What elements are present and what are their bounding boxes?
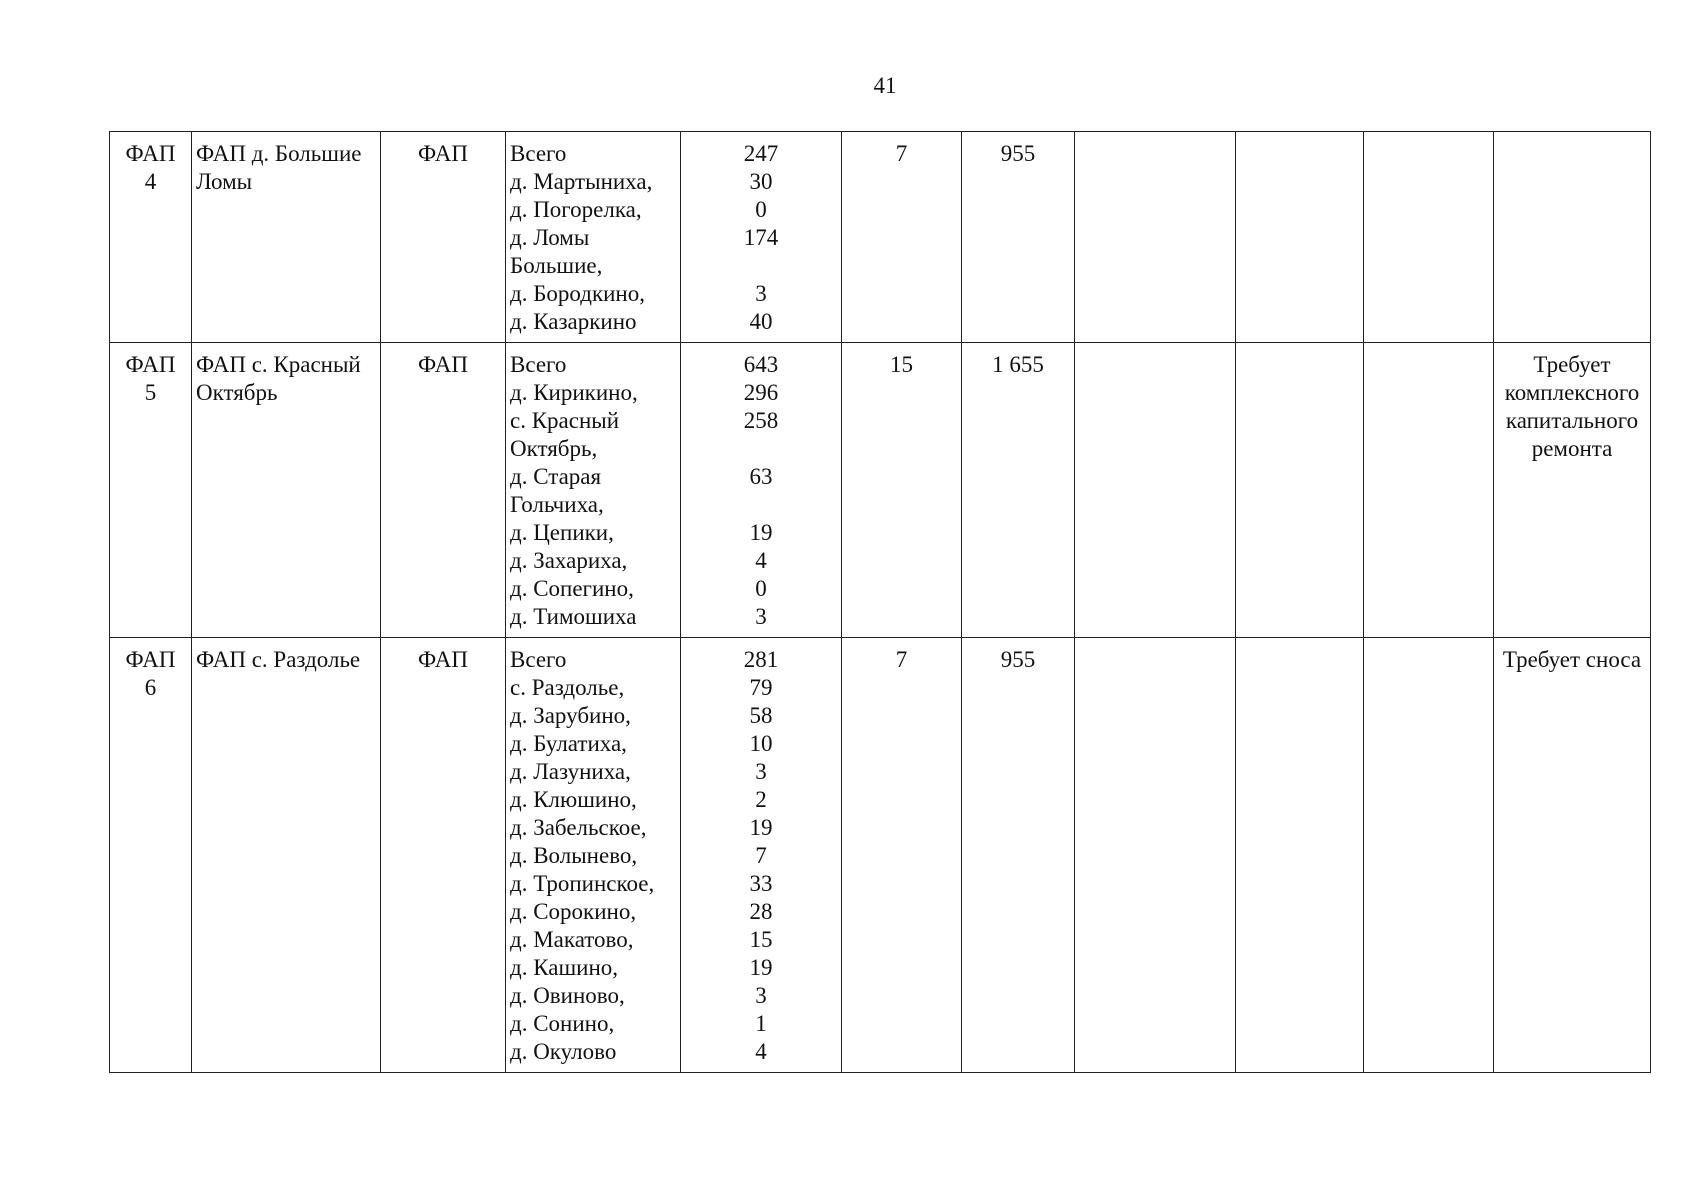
empty-cell — [1075, 132, 1236, 343]
settlement-name: д. Макатово, — [510, 927, 634, 952]
population-value: 28 — [749, 899, 773, 924]
settlement-name: д. Тропинское, — [510, 871, 655, 896]
settlement-name: д. Захариха, — [510, 548, 628, 573]
population-value: 79 — [749, 675, 773, 700]
population-value: 7 — [755, 843, 767, 868]
empty-cell — [1075, 638, 1236, 1073]
population-value: 3 — [755, 983, 767, 1008]
empty-cell — [1236, 343, 1364, 638]
settlement-name: д. Цепики, — [510, 520, 614, 545]
settlement-name: д. Клюшино, — [510, 787, 637, 812]
population-value: 0 — [755, 197, 767, 222]
population-value: 4 — [755, 1039, 767, 1064]
settlement-name: д. Сопегино, — [510, 576, 634, 601]
staff-cell — [842, 132, 962, 343]
facility-code: ФАП — [125, 647, 176, 672]
population-value: 19 — [749, 955, 773, 980]
population-value: 3 — [755, 604, 767, 629]
facility-type-cell — [381, 638, 506, 1073]
settlement-name: Октябрь, — [510, 436, 598, 461]
facility-code: 6 — [144, 675, 157, 700]
settlement-name: Гольчиха, — [510, 492, 604, 517]
settlements-cell — [506, 638, 681, 1073]
staff-value: 15 — [890, 352, 913, 377]
population-value — [685, 252, 837, 280]
facility-code: ФАП — [125, 352, 176, 377]
facility-code-cell — [110, 132, 192, 343]
population-value — [685, 491, 837, 519]
population-value: 2 — [755, 787, 767, 812]
population-cell — [681, 343, 842, 638]
facility-type-cell — [381, 132, 506, 343]
staff-value: 7 — [895, 647, 908, 672]
settlements-cell — [506, 132, 681, 343]
facility-code: 4 — [144, 169, 157, 194]
facility-name-cell — [192, 638, 381, 1073]
settlement-name: д. Сонино, — [510, 1011, 615, 1036]
settlement-name: д. Кашино, — [510, 955, 619, 980]
empty-cell — [1236, 132, 1364, 343]
staff-cell — [842, 638, 962, 1073]
staff-value: 7 — [895, 141, 908, 166]
facility-name: ФАП с. Красный — [196, 352, 361, 377]
facility-type-cell — [381, 343, 506, 638]
population-value: 33 — [749, 871, 773, 896]
settlement-name: Всего — [510, 647, 567, 672]
settlement-name: д. Лазуниха, — [510, 759, 631, 784]
note-cell — [1494, 638, 1651, 1073]
settlement-name: д. Мартыниха, — [510, 169, 653, 194]
population-value: 247 — [743, 141, 779, 166]
settlement-name: д. Погорелка, — [510, 197, 642, 222]
population-cell — [681, 132, 842, 343]
facility-name: ФАП д. Большие — [196, 141, 362, 166]
settlement-name: Всего — [510, 352, 567, 377]
settlement-name: д. Овиново, — [510, 983, 625, 1008]
note-text: ремонта — [1531, 436, 1613, 461]
settlement-name: Всего — [510, 141, 567, 166]
area-cell — [962, 132, 1075, 343]
population-value: 258 — [743, 408, 779, 433]
area-cell — [962, 343, 1075, 638]
settlement-name: д. Ломы — [510, 225, 590, 250]
empty-cell — [1364, 132, 1494, 343]
facility-name: Ломы — [196, 169, 253, 194]
population-value — [685, 435, 837, 463]
population-value: 40 — [749, 309, 773, 334]
facilities-table — [109, 131, 1651, 1073]
population-value: 58 — [749, 703, 773, 728]
empty-cell — [1075, 343, 1236, 638]
population-value: 643 — [743, 352, 779, 377]
settlement-name: Большие, — [510, 253, 603, 278]
table-row — [110, 638, 1651, 1073]
area-value: 955 — [1000, 141, 1036, 166]
settlement-name: д. Забельское, — [510, 815, 647, 840]
population-value: 3 — [755, 759, 767, 784]
settlement-name: д. Сорокино, — [510, 899, 637, 924]
population-value: 15 — [749, 927, 773, 952]
facility-type: ФАП — [418, 352, 468, 377]
population-value: 1 — [755, 1011, 767, 1036]
page-number: 41 — [873, 73, 897, 98]
facility-code: ФАП — [125, 141, 176, 166]
note-text: капитального — [1505, 408, 1639, 433]
area-value: 1 655 — [992, 352, 1044, 377]
area-value: 955 — [1000, 647, 1036, 672]
facility-name: Октябрь — [196, 380, 278, 405]
facility-type: ФАП — [418, 647, 468, 672]
note-text: Требует сноса — [1502, 647, 1642, 672]
staff-cell — [842, 343, 962, 638]
settlement-name: д. Зарубино, — [510, 703, 631, 728]
population-value: 63 — [749, 464, 773, 489]
note-cell — [1494, 132, 1651, 343]
settlement-name: д. Окулово — [510, 1039, 617, 1064]
area-cell — [962, 638, 1075, 1073]
empty-cell — [1236, 638, 1364, 1073]
population-value: 281 — [743, 647, 779, 672]
settlement-name: д. Кирикино, — [510, 380, 638, 405]
settlement-name: д. Старая — [510, 464, 602, 489]
facility-type: ФАП — [418, 141, 468, 166]
population-value: 4 — [755, 548, 767, 573]
table-row — [110, 132, 1651, 343]
population-value: 10 — [749, 731, 773, 756]
empty-cell — [1364, 343, 1494, 638]
note-text: комплексного — [1504, 380, 1640, 405]
settlement-name: с. Раздолье, — [510, 675, 625, 700]
settlement-name: д. Волынево, — [510, 843, 638, 868]
table-row — [110, 343, 1651, 638]
facility-code-cell — [110, 638, 192, 1073]
settlement-name: д. Тимошиха — [510, 604, 637, 629]
facility-name: ФАП с. Раздолье — [196, 647, 361, 672]
settlements-cell — [506, 343, 681, 638]
facility-code-cell — [110, 343, 192, 638]
settlement-name: с. Красный — [510, 408, 620, 433]
population-value: 19 — [749, 520, 773, 545]
note-cell — [1494, 343, 1651, 638]
settlement-name: д. Казаркино — [510, 309, 637, 334]
population-value: 296 — [743, 380, 779, 405]
population-value: 0 — [755, 576, 767, 601]
empty-cell — [1364, 638, 1494, 1073]
facility-name-cell — [192, 343, 381, 638]
population-value: 3 — [755, 281, 767, 306]
settlement-name: д. Булатиха, — [510, 731, 627, 756]
population-value: 174 — [743, 225, 779, 250]
settlement-name: д. Бородкино, — [510, 281, 645, 306]
population-cell — [681, 638, 842, 1073]
note-text: Требует — [1533, 352, 1611, 377]
facility-name-cell — [192, 132, 381, 343]
facility-code: 5 — [144, 380, 157, 405]
population-value: 19 — [749, 815, 773, 840]
population-value: 30 — [749, 169, 773, 194]
